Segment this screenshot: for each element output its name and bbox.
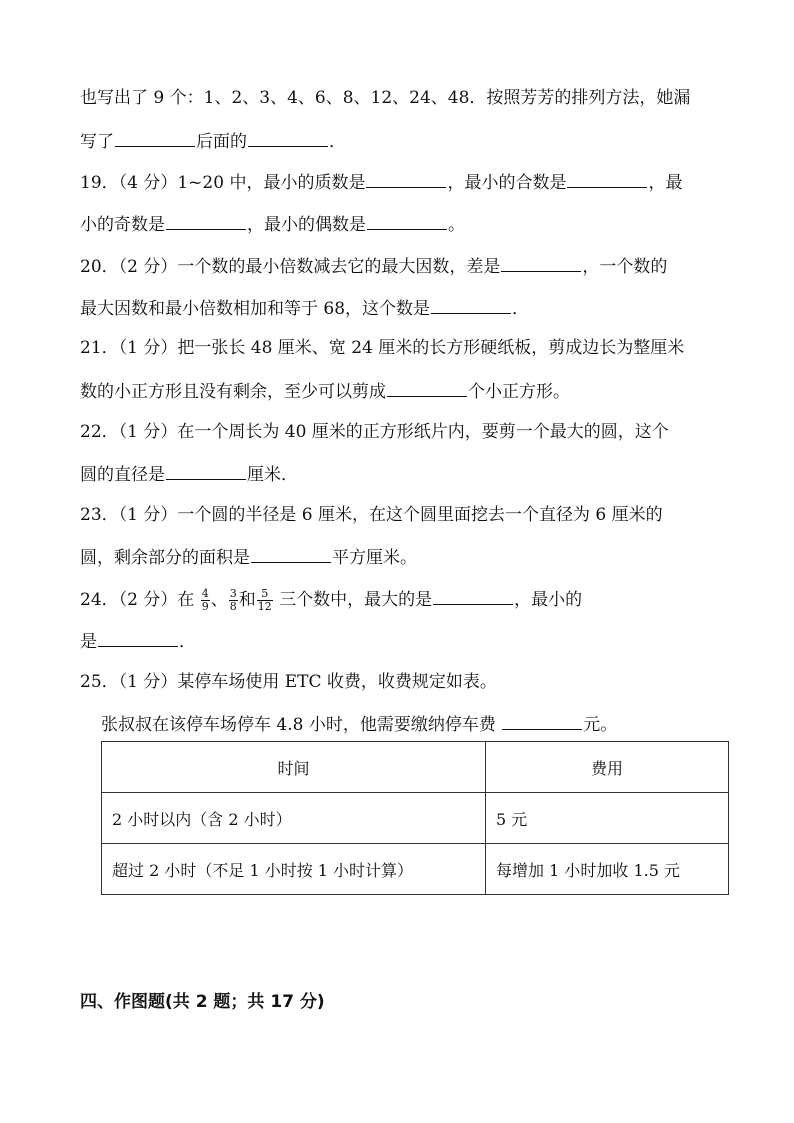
answer-blank[interactable] — [166, 461, 246, 480]
text: 23．（1 分）一个圆的半径是 6 厘米，在这个圆里面挖去一个直径为 6 厘米的 — [80, 505, 663, 525]
text: 小的奇数是 — [80, 215, 165, 235]
text: 张叔叔在该停车场停车 4.8 小时，他需要缴纳停车费 — [101, 715, 496, 735]
section-title: 四、作图题(共 2 题；共 17 分) — [80, 992, 325, 1012]
text: ，最小的 — [514, 590, 583, 610]
text: ，最小的偶数是 — [247, 215, 366, 235]
answer-blank[interactable] — [98, 628, 178, 647]
text: 也写出了 9 个：1、2、3、4、6、8、12、24、48．按照芳芳的排列方法，她漏 — [80, 88, 691, 108]
question-21 — [80, 336, 734, 360]
fraction-5-12 — [257, 588, 273, 613]
answer-blank[interactable] — [366, 169, 446, 188]
text: ，一个数的 — [582, 257, 668, 277]
text: 平方厘米。 — [332, 548, 417, 568]
text: 数的小正方形且没有剩余，至少可以剪成 — [80, 382, 386, 402]
fraction-4-9 — [201, 588, 210, 613]
text: ，最小的合数是 — [447, 173, 567, 193]
text: ． — [179, 632, 196, 652]
fraction-denominator: 9 — [201, 600, 209, 613]
question-23-cont — [80, 544, 734, 570]
question-25-cont — [101, 711, 734, 737]
text: 三个数中，最大的是 — [279, 590, 433, 610]
table-header-row — [102, 742, 729, 793]
table-row — [102, 793, 729, 844]
fraction-3-8 — [229, 588, 238, 613]
table-header: 费用 — [486, 742, 729, 793]
text: 个小正方形。 — [468, 382, 570, 402]
fraction-numerator: 4 — [201, 587, 209, 600]
text: 元。 — [583, 715, 618, 735]
question-21-cont — [80, 378, 734, 404]
answer-blank[interactable] — [115, 128, 195, 147]
text: 。 — [448, 215, 465, 235]
question-23 — [80, 503, 734, 527]
table-header: 时间 — [102, 742, 486, 793]
fraction-denominator: 8 — [229, 600, 237, 613]
question-24-cont — [80, 628, 734, 654]
text: 圆的直径是 — [80, 465, 165, 485]
text: 22．（1 分）在一个周长为 40 厘米的正方形纸片内，要剪一个最大的圆，这个 — [80, 422, 669, 442]
text: 是 — [80, 632, 97, 652]
answer-blank[interactable] — [166, 211, 246, 230]
question-20-cont — [80, 295, 734, 321]
table-cell: 超过 2 小时（不足 1 小时按 1 小时计算） — [102, 844, 486, 895]
question-24 — [80, 586, 734, 613]
text: 和 — [238, 590, 256, 610]
text: 最大因数和最小倍数相加和等于 68，这个数是 — [80, 299, 431, 319]
text-line — [80, 128, 734, 154]
question-19 — [80, 169, 734, 195]
text: 21．（1 分）把一张长 48 厘米、宽 24 厘米的长方形硬纸板，剪成边长为整厘米 — [80, 338, 685, 358]
text-line — [80, 86, 734, 110]
answer-blank[interactable] — [431, 295, 511, 314]
answer-blank[interactable] — [502, 711, 582, 730]
text: ． — [512, 299, 530, 319]
text: 24．（2 分）在 — [80, 590, 195, 610]
text: 25．（1 分）某停车场使用 ETC 收费，收费规定如表。 — [80, 672, 497, 692]
question-19-cont — [80, 211, 734, 237]
fee-table — [101, 741, 729, 895]
fraction-numerator: 5 — [261, 587, 269, 600]
table-cell: 5 元 — [486, 793, 729, 844]
table-cell: 每增加 1 小时加收 1.5 元 — [486, 844, 729, 895]
text: 圆，剩余部分的面积是 — [80, 548, 250, 568]
text: 、 — [210, 590, 228, 610]
question-22-cont — [80, 461, 734, 487]
answer-blank[interactable] — [251, 544, 331, 563]
question-25 — [80, 670, 734, 694]
text: ，最 — [648, 173, 683, 193]
text: ． — [329, 132, 346, 152]
answer-blank[interactable] — [367, 211, 447, 230]
answer-blank[interactable] — [567, 169, 647, 188]
text: 后面的 — [196, 132, 247, 152]
answer-blank[interactable] — [433, 586, 513, 605]
text: 厘米． — [247, 465, 298, 485]
answer-blank[interactable] — [248, 128, 328, 147]
question-22 — [80, 420, 734, 444]
text: 20．（2 分）一个数的最小倍数减去它的最大因数，差是 — [80, 257, 501, 277]
fraction-denominator: 12 — [257, 600, 272, 613]
text: 写了 — [80, 132, 114, 152]
table-row — [102, 844, 729, 895]
answer-blank[interactable] — [501, 253, 581, 272]
fraction-numerator: 3 — [229, 587, 237, 600]
table-cell: 2 小时以内（含 2 小时） — [102, 793, 486, 844]
answer-blank[interactable] — [387, 378, 467, 397]
question-20 — [80, 253, 734, 279]
text: 19．（4 分）1~20 中，最小的质数是 — [80, 173, 366, 193]
